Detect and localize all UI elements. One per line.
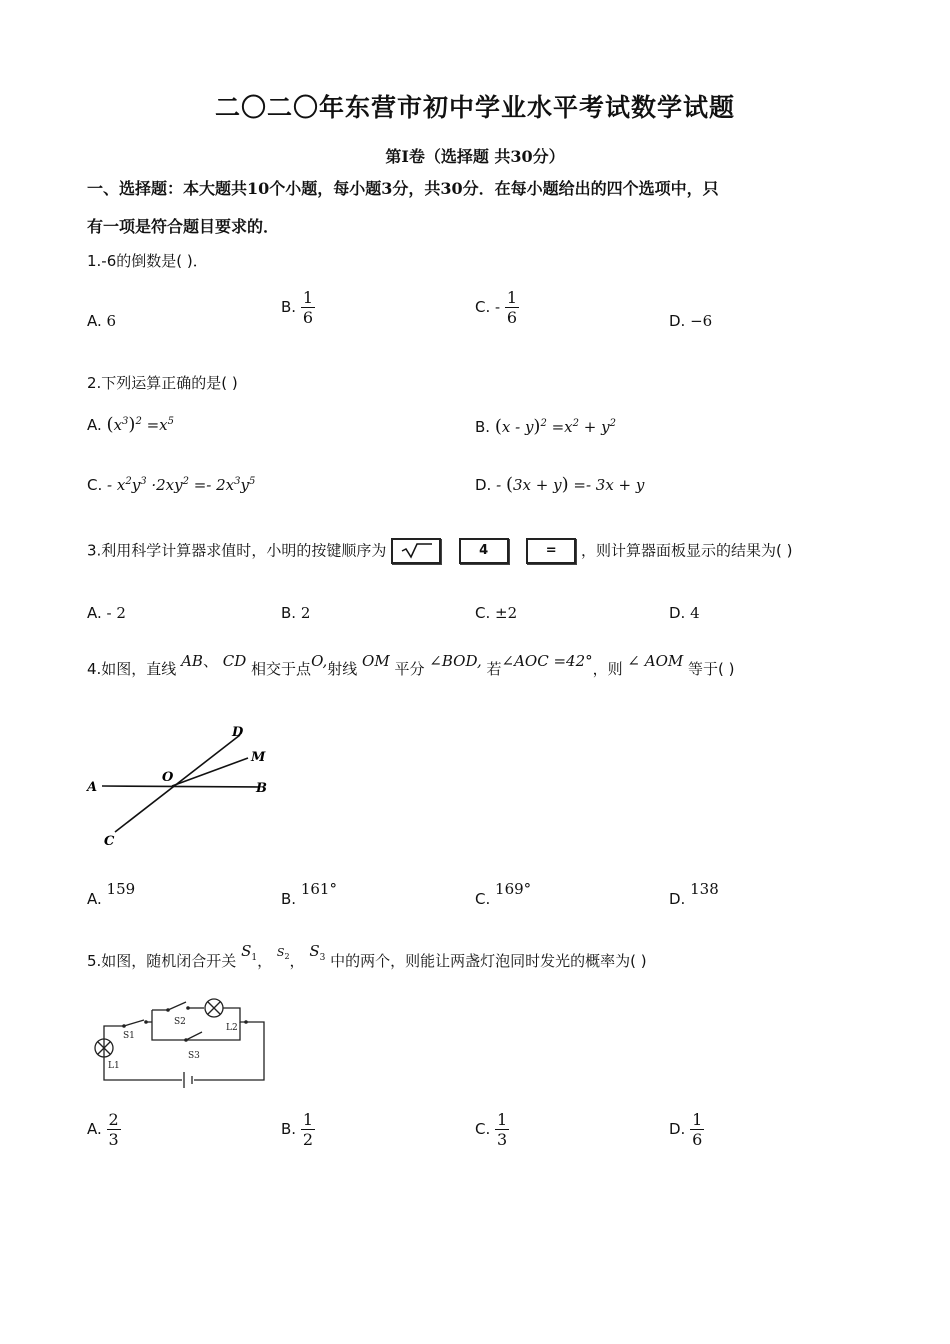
- contact-dot: [184, 1038, 188, 1042]
- q3-option-a[interactable]: [87, 604, 126, 622]
- label-c: C: [104, 834, 115, 849]
- q1-option-d[interactable]: [669, 312, 712, 330]
- option-label: B.: [281, 1120, 297, 1138]
- option-label: C.: [475, 604, 491, 622]
- stem-text: 4.如图，直线: [87, 660, 177, 678]
- label-s1: S1: [123, 1031, 135, 1041]
- subscript: 2: [284, 952, 290, 962]
- stem-text: 等于( ): [688, 660, 735, 678]
- q1-option-c[interactable]: [475, 288, 519, 327]
- contact-dot: [144, 1020, 148, 1024]
- denominator: 6: [692, 1130, 703, 1149]
- switch-s2-blade: [168, 1002, 186, 1010]
- option-label: A.: [87, 416, 102, 434]
- fraction: [301, 1110, 315, 1149]
- label-l1: L1: [108, 1061, 120, 1071]
- formula: - (3x + y) =- 3x + y: [496, 474, 645, 495]
- q4-option-b[interactable]: [281, 880, 337, 908]
- section-line-2: 有一项是符合题目要求的．: [87, 217, 280, 236]
- math-ab: AB: [181, 652, 203, 670]
- label-d: D: [232, 725, 244, 740]
- q4-stem: [87, 652, 735, 679]
- option-label: D.: [669, 604, 686, 622]
- fraction: [495, 1110, 509, 1149]
- q2-option-b[interactable]: [475, 416, 616, 437]
- option-label: B.: [475, 418, 491, 436]
- line-ab: [102, 786, 260, 787]
- numerator: 2: [108, 1110, 119, 1129]
- stem-text: ，: [257, 952, 273, 970]
- q1-stem: 1.-6的倒数是( )．: [87, 252, 208, 270]
- math-aom: ∠ AOM: [627, 652, 684, 670]
- q4-option-a[interactable]: [87, 880, 136, 908]
- q2-option-a[interactable]: [87, 414, 174, 435]
- switch-s3-blade: [186, 1032, 202, 1040]
- page-title: 二〇二〇年东营市初中学业水平考试数学试题: [214, 93, 735, 122]
- denominator: 3: [497, 1130, 508, 1149]
- stem-text: 平分: [394, 660, 425, 678]
- ray-om: [172, 758, 248, 786]
- symbol: S: [241, 942, 252, 960]
- symbol: S: [276, 946, 285, 959]
- option-label: C.: [87, 476, 103, 494]
- q1-option-b[interactable]: [281, 288, 315, 327]
- formula: $(x - y)^2 =x^2 + y^2$: [494, 416, 616, 437]
- stem-text: 、: [202, 652, 218, 670]
- option-value: 6: [106, 312, 117, 330]
- wire-after-l2: [223, 1008, 246, 1022]
- wire-to-s1: [104, 1026, 124, 1028]
- switch-s3: [309, 942, 326, 963]
- stem-text: 射线: [327, 660, 358, 678]
- stem-text: ，则计算器面板显示的结果为( ): [581, 541, 793, 560]
- q5-option-b[interactable]: [281, 1110, 315, 1149]
- option-label: D.: [669, 1120, 686, 1138]
- q5-option-a[interactable]: [87, 1110, 121, 1149]
- formula: $(x^3)^2 =x^5$: [106, 414, 174, 435]
- math-om: OM: [362, 652, 390, 670]
- q5-option-d[interactable]: [669, 1110, 704, 1149]
- option-label: A.: [87, 890, 102, 908]
- q3-option-c[interactable]: [475, 604, 517, 622]
- switch-s1: [241, 942, 258, 963]
- option-value: 2: [300, 604, 311, 622]
- part-title: 第Ⅰ卷（选择题 共30分）: [385, 147, 565, 166]
- section-line-1: 一、选择题：本大题共10个小题，每小题3分，共30分．在每小题给出的四个选项中，只: [87, 179, 719, 198]
- option-label: B.: [281, 298, 297, 316]
- option-value: 4: [690, 604, 700, 622]
- q2-option-c[interactable]: [87, 476, 255, 494]
- section-instructions: [87, 170, 867, 246]
- numerator: 1: [302, 1110, 314, 1129]
- option-value: 159: [106, 880, 136, 898]
- wire-left-bottom: [104, 1028, 182, 1080]
- q3-option-b[interactable]: [281, 604, 310, 622]
- q4-option-d[interactable]: [669, 880, 719, 908]
- math-o: O,: [311, 652, 328, 670]
- option-label: C.: [475, 1120, 491, 1138]
- option-value: ±2: [495, 604, 518, 622]
- denominator: 6: [506, 308, 518, 327]
- option-label: A.: [87, 312, 102, 330]
- math-aoc: ∠AOC =42°: [501, 652, 593, 670]
- q5-option-c[interactable]: [475, 1110, 509, 1149]
- sqrt-icon: [396, 540, 436, 560]
- stem-text: 若: [486, 660, 502, 678]
- stem-text: ，则: [592, 660, 623, 678]
- numerator: 1: [497, 1110, 508, 1129]
- denominator: 3: [108, 1130, 119, 1149]
- fraction: [301, 288, 315, 327]
- contact-dot: [244, 1020, 248, 1024]
- q3-stem: [87, 538, 793, 564]
- option-label: A.: [87, 1120, 102, 1138]
- denominator: 2: [302, 1130, 314, 1149]
- q5-stem: [87, 942, 647, 973]
- q2-stem: 2.下列运算正确的是( ): [87, 374, 238, 392]
- label-s2: S2: [174, 1017, 186, 1027]
- math-bod: ∠BOD,: [429, 652, 482, 670]
- fraction: [107, 1110, 121, 1149]
- option-label: D.: [669, 312, 686, 330]
- option-value: - 2: [106, 604, 126, 622]
- formula: - $x^2y^3 \cdot 2xy^2 =- 2x^3y^5$: [107, 476, 256, 494]
- subscript: 3: [319, 953, 326, 963]
- math-cd: CD: [222, 652, 247, 670]
- minus-sign: -: [495, 298, 501, 316]
- label-a: A: [87, 780, 98, 795]
- numerator: 1: [506, 288, 518, 307]
- option-value: 161°: [300, 880, 337, 898]
- contact-dot: [166, 1008, 170, 1012]
- option-label: A.: [87, 604, 102, 622]
- q1-option-a[interactable]: [87, 312, 116, 330]
- symbol: S: [309, 942, 320, 960]
- numerator: 1: [692, 1110, 703, 1129]
- fraction: [505, 288, 519, 327]
- option-label: B.: [281, 604, 297, 622]
- stem-text: ，: [289, 952, 305, 970]
- stem-text: 3.利用科学计算器求值时，小明的按键顺序为: [87, 541, 387, 560]
- fraction: [690, 1110, 704, 1149]
- option-value: 169°: [495, 880, 532, 898]
- option-value: 138: [690, 880, 719, 898]
- option-label: D.: [475, 476, 492, 494]
- sqrt-key: [391, 538, 441, 564]
- q4-figure: [80, 718, 300, 858]
- label-l2: L2: [226, 1023, 238, 1033]
- denominator: 6: [302, 308, 314, 327]
- contact-dot: [186, 1006, 190, 1010]
- contact-dot: [122, 1024, 126, 1028]
- label-o: O: [162, 770, 174, 785]
- q3-option-d[interactable]: [669, 604, 700, 622]
- option-label: D.: [669, 890, 686, 908]
- option-label: B.: [281, 890, 297, 908]
- numerator: 1: [302, 288, 314, 307]
- option-value: −6: [690, 312, 713, 330]
- q2-option-d[interactable]: [475, 474, 644, 495]
- four-key: 4: [459, 538, 509, 564]
- label-b: B: [256, 781, 267, 796]
- label-s3: S3: [188, 1051, 200, 1061]
- q4-option-c[interactable]: [475, 880, 532, 908]
- stem-text: 5.如图，随机闭合开关: [87, 952, 237, 970]
- q5-circuit-figure: [90, 996, 275, 1088]
- switch-s2: [276, 946, 290, 962]
- stem-text: 相交于点: [251, 660, 312, 678]
- label-m: M: [251, 750, 266, 765]
- stem-text: 中的两个，则能让两盏灯泡同时发光的概率为( ): [330, 952, 647, 970]
- option-label: C.: [475, 298, 491, 316]
- equals-key: =: [526, 538, 576, 564]
- option-label: C.: [475, 890, 491, 908]
- switch-s1-blade: [124, 1020, 144, 1026]
- subscript: 1: [251, 953, 258, 963]
